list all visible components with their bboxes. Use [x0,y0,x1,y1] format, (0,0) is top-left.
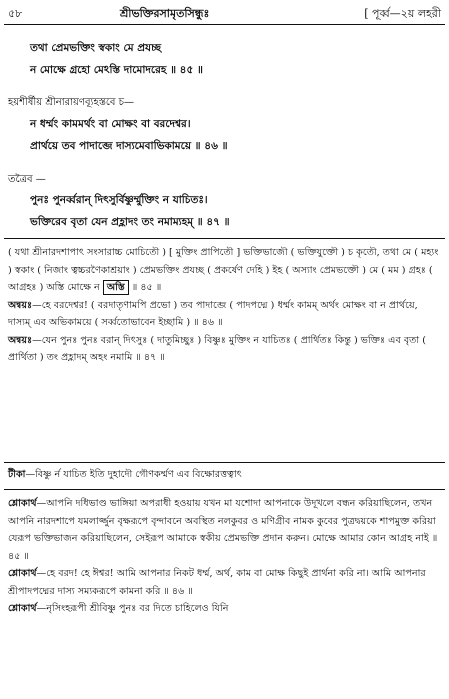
anvaya-45 [8,244,441,297]
tika-text: —বিষ্ণু র্ন যাচিত ইতি দুহাদৌ গৌণকর্ম্মণ এব বিক্ষোরত্তত্বাৎ [25,469,242,480]
anvaya-46-label: অন্বয়ঃ [8,299,33,311]
shlokartha-45-label: শ্লোকার্থ [8,498,37,509]
anvaya-45-end: ॥ ৪৫ ॥ [128,282,162,293]
shlokartha-46-text: —হে বরদ! হে ঈশ্বর! আমি আপনার নিকট ধর্ম্ম, অর্থ, কাম বা মোক্ষ কিছুই প্রার্থনা করি না। আমি আপনার শ্রীপাদপদ্মের দাস্য সম্যকরূপে কামনা করি ॥ ৪৬ ॥ [8,568,426,597]
section-label: [ পূর্ব্ব—২য় লহরী [364,7,441,20]
shlokartha-46 [8,565,441,600]
verses-rule [4,238,445,239]
shlokartha-45 [8,495,441,565]
verse-45-line-2: ন মোক্ষে গ্রহো মেঽস্তি দামোদরেহ ॥ ৪৫ ॥ [30,64,203,76]
shlokartha-46-label: শ্লোকার্থ [8,568,37,579]
anvaya-47-label: অন্বয়ঃ [8,334,33,346]
verse-47-line-1: পুনঃ পুনর্ব্বরান্ দিৎসুর্বিষ্ণুর্ম্মুক্তিং ন যাচিতঃ। [30,194,208,206]
shlokartha-45-text: —আপনি দধিভাণ্ড ভাঙ্গিয়া অপরাধী হওয়ায় যখন মা যশোদা আপনাকে উদূখলে বন্ধন করিয়াছিলেন, তখন আপনি নারদশাপে যমলার্জ্জুন বৃক্ষরূপে বৃন্দাবনে অবস্থিত নলকুবর ও মণিগ্রীব নামক কুবের পুত্রদ্বয়কে শাপমুক্ত করিয়া যেরূপ ভক্তিভাজন করিয়াছিলেন, সেইরূপ আমাকে স্বকীয় প্রেমভক্তি প্রদান করুন। মোক্ষে আমার কোন আগ্রহ নাই ॥ ৪৫ ॥ [8,498,438,562]
tika-rule-top [4,462,445,463]
shlokartha-47 [8,600,441,618]
verse-47-source: তত্রৈব — [8,174,46,185]
running-header [8,3,441,21]
anvaya-45-boxed: অস্তি [103,280,129,295]
anvaya-45-text: ( যথা শ্রীনারদশাপাৎ সংসারাচ্চ মোচিতৌ ) [ মুক্তিং প্রাপিতৌ ] ভক্তিভাজৌ ( ভক্তিযুক্তৌ ) চ কৃতৌ, তথা মে ( মহ্যং ) স্বকাং ( নিজাং ত্বচ্চরণৈকাশ্রয়াং ) প্রেমভক্তিং প্রযচ্ছ ( প্রকর্ষেণ দেহি ) ইহ ( অস্যাং প্রেমভক্তৌ ) মে ( মম ) গ্রহঃ ( আগ্রহঃ ) অস্তি মোক্ষে ন [8,247,439,293]
verse-46-line-1: ন ধর্ম্মং কামমর্থং বা মোক্ষং বা বরদেশ্বর। [30,118,191,130]
tika-rule-bottom [4,489,445,490]
verse-46-source: হয়শীর্ষীয় শ্রীনারায়ণব্যূহস্তবে চ— [8,97,135,108]
verse-46-line-2: প্রার্থয়ে তব পাদাব্জে দাস্যমেবাভিকাময়ে ॥ ৪৬ ॥ [30,140,228,152]
book-title: শ্রীভক্তিরসামৃতসিন্ধুঃ [120,7,210,20]
shlokartha-section [8,495,441,618]
shlokartha-47-label: শ্লোকার্থ [8,603,37,614]
tika-label: টীকা [8,469,26,480]
anvaya-46-text: —হে বরদেশ্বর! ( বরদাতৃণামপি প্রভো ) তব পাদাব্জে ( পাদপদ্মে ) ধর্ম্মং কামম্ অর্থং মোক্ষং বা ন প্রার্থয়ে, দাস্যম্ এব অভিকাময়ে ( সর্ব্বতোভাবেন ইচ্ছামি ) ॥ ৪৬ ॥ [8,299,418,328]
anvaya-47 [8,332,441,367]
anvaya-47-text: —যেন পুনঃ পুনঃ বরান্ দিৎসুঃ ( দাতুমিচ্ছুঃ ) বিষ্ণুঃ মুক্তিং ন যাচিতঃ ( প্রার্থিতঃ কিন্তু ) ভক্তিঃ এব বৃতা ( প্রার্থিতা ) তং প্রহ্লাদম্ অহং নমামি ॥ ৪৭ ॥ [8,334,426,363]
anvaya-section [8,244,441,367]
tika [8,466,441,484]
anvaya-46 [8,297,441,332]
page-number: ৫৮ [8,7,23,20]
verse-47-line-2: ভক্তিরেব বৃতা যেন প্রহ্লাদং তং নমাম্যহম্ ॥ ৪৭ ॥ [30,216,230,228]
shlokartha-47-text: —নৃসিংহরূপী শ্রীবিষ্ণু পুনঃ বর দিতে চাহিলেও যিনি [36,603,229,614]
verse-45-line-1: তথা প্রেমভক্তিং স্বকাং মে প্রযচ্ছ [30,42,162,54]
header-rule [4,24,445,25]
